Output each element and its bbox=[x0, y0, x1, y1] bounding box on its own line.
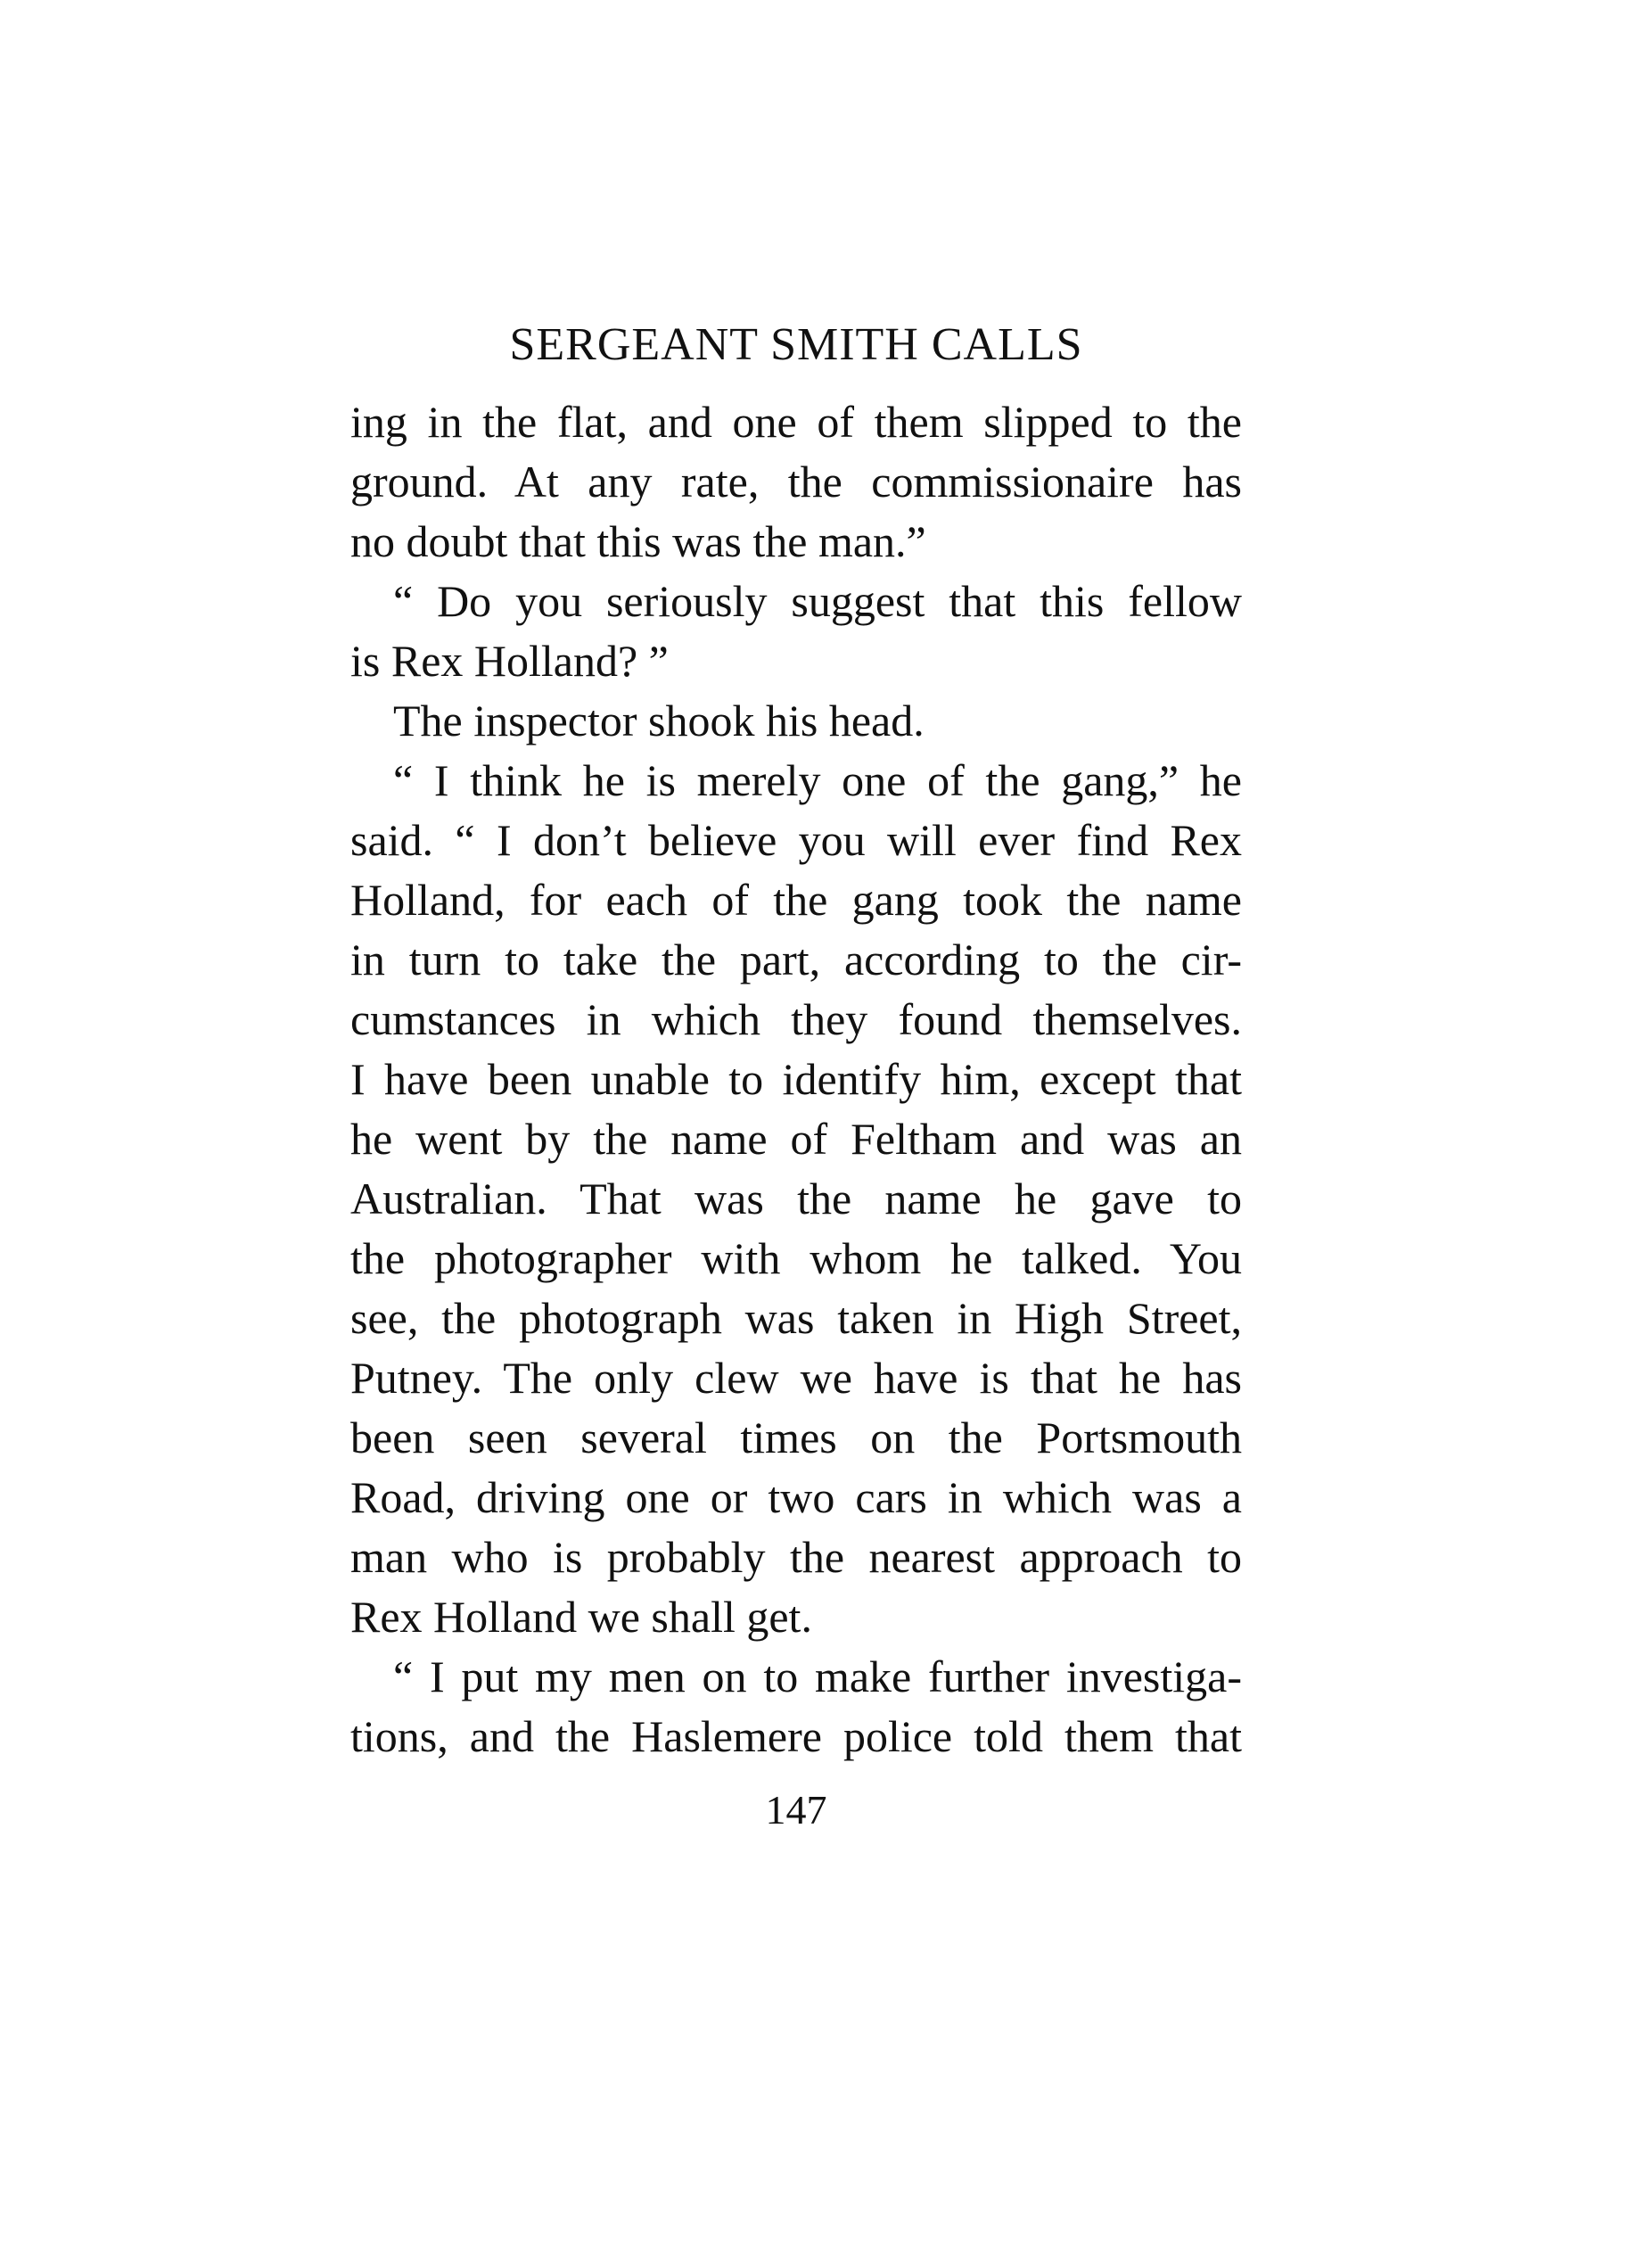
text-line: I have been unable to identify him, except that bbox=[350, 1054, 1242, 1104]
text-line: “ Do you seriously suggest that this fellow bbox=[393, 576, 1242, 626]
text-line: he went by the name of Feltham and was an bbox=[350, 1114, 1242, 1164]
body-text bbox=[350, 392, 1242, 1767]
text-line: been seen several times on the Portsmouth bbox=[350, 1413, 1242, 1462]
text-line: Rex Holland we shall get. bbox=[350, 1592, 812, 1642]
text-line: Road, driving one or two cars in which was a bbox=[350, 1472, 1242, 1522]
running-head: SERGEANT SMITH CALLS bbox=[509, 319, 1083, 370]
text-line: ing in the flat, and one of them slipped to the bbox=[350, 397, 1242, 447]
text-line: ground. At any rate, the commissionaire has bbox=[350, 457, 1242, 507]
text-line: tions, and the Haslemere police told them that bbox=[350, 1711, 1242, 1761]
text-line: Holland, for each of the gang took the name bbox=[350, 875, 1242, 925]
text-line: cumstances in which they found themselves. bbox=[350, 994, 1242, 1044]
text-line: Putney. The only clew we have is that he has bbox=[350, 1353, 1242, 1403]
text-line: the photographer with whom he talked. You bbox=[350, 1233, 1242, 1283]
text-line: Australian. That was the name he gave to bbox=[350, 1174, 1242, 1223]
text-line: is Rex Holland? ” bbox=[350, 636, 669, 686]
text-line: The inspector shook his head. bbox=[393, 696, 925, 745]
page-number: 147 bbox=[765, 1787, 827, 1833]
text-line: said. “ I don’t believe you will ever find Rex bbox=[350, 815, 1242, 865]
text-line: see, the photograph was taken in High Street, bbox=[350, 1293, 1242, 1343]
text-line: in turn to take the part, according to the cir- bbox=[350, 935, 1242, 984]
text-line: no doubt that this was the man.” bbox=[350, 516, 926, 566]
text-line: “ I think he is merely one of the gang,” he bbox=[393, 755, 1242, 805]
text-line: man who is probably the nearest approach to bbox=[350, 1532, 1242, 1582]
text-line: “ I put my men on to make further investiga- bbox=[393, 1651, 1242, 1701]
